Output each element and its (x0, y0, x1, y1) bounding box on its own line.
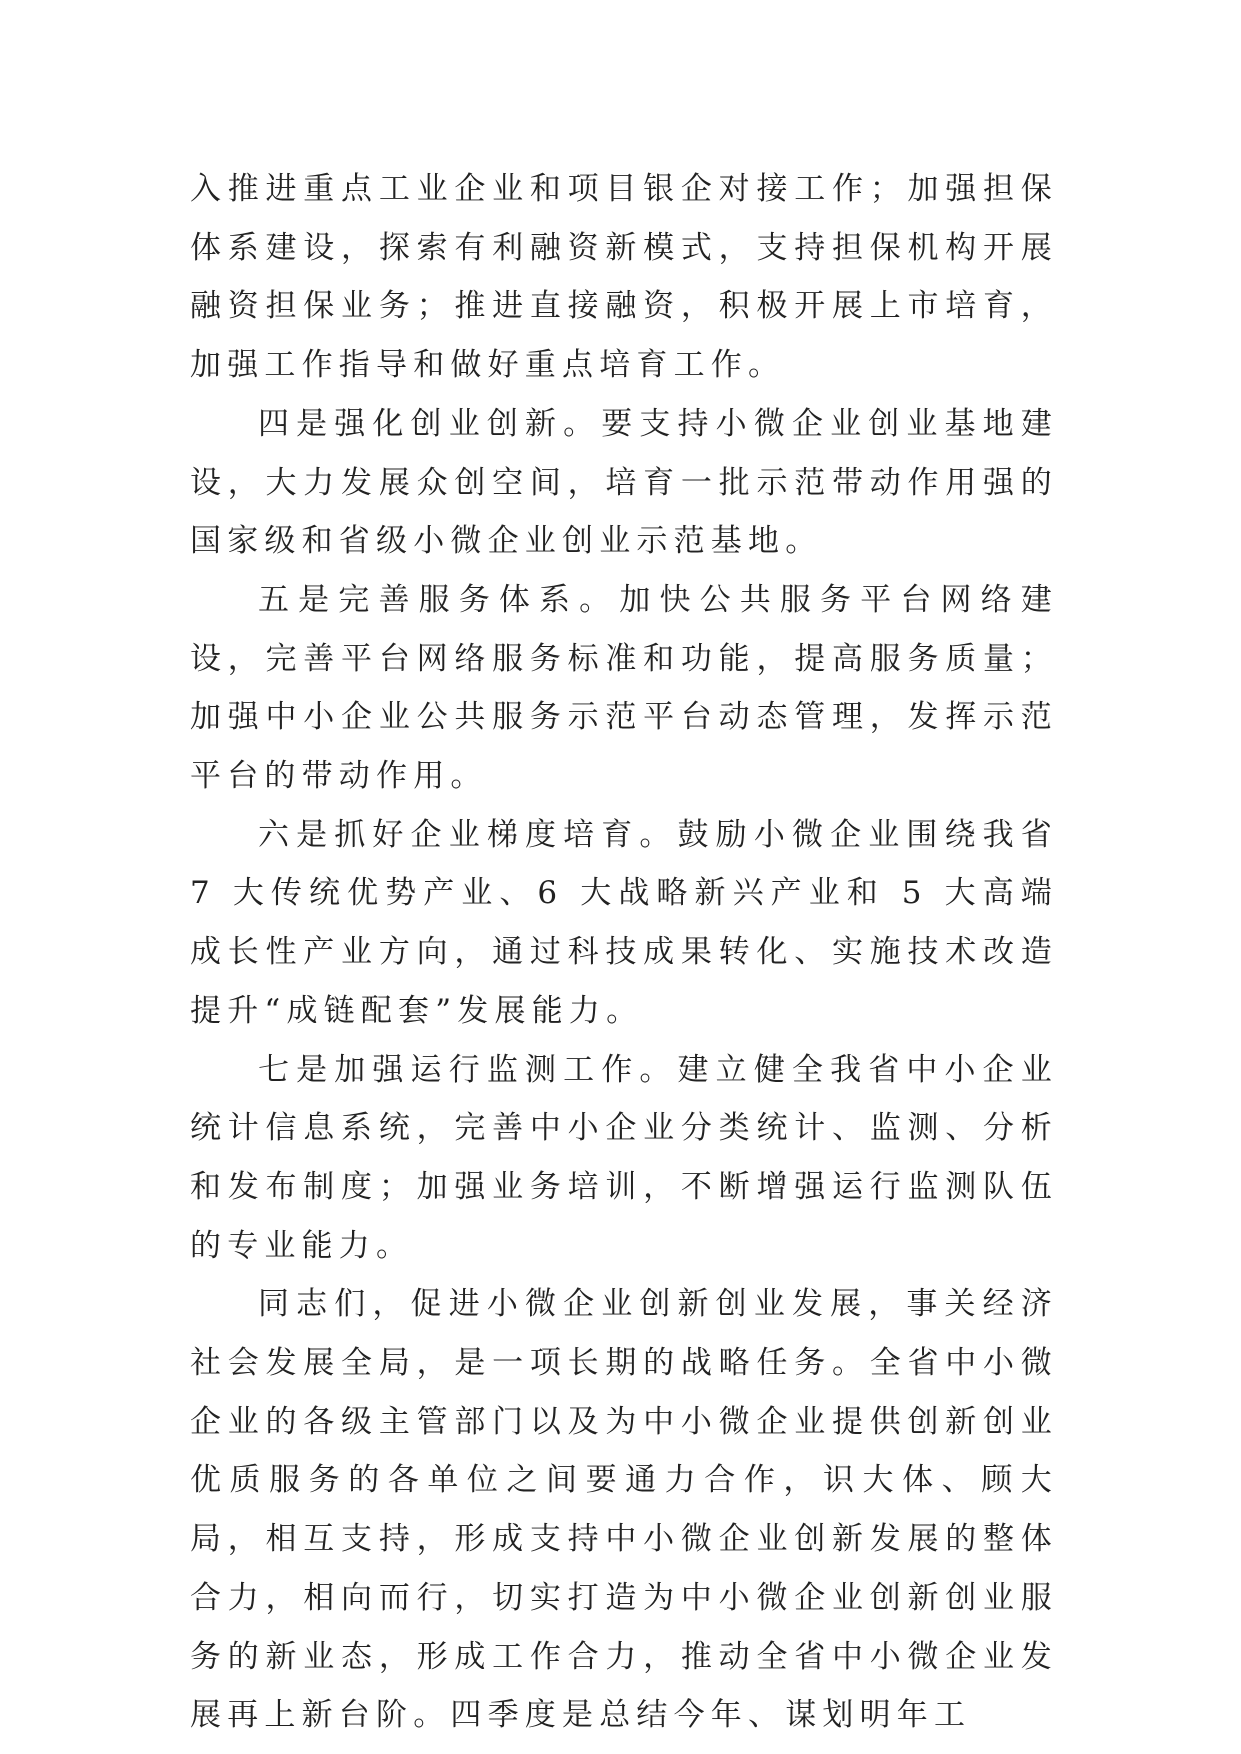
paragraph-point-four: 四是强化创业创新。要支持小微企业创业基地建设，大力发展众创空间，培育一批示范带动作用强的国家级和省级小微企业创业示范基地。 (190, 405, 1058, 560)
paragraph-point-six: 六是抓好企业梯度培育。鼓励小微企业围绕我省 7 大传统优势产业、6 大战略新兴产业和 5 大高端成长性产业方向，通过科技成果转化、实施技术改造提升“成链配套”发展能力。 (190, 816, 1058, 1029)
paragraph-financing-continuation: 入推进重点工业企业和项目银企对接工作；加强担保体系建设，探索有利融资新模式，支持担保机构开展融资担保业务；推进直接融资，积极开展上市培育，加强工作指导和做好重点培育工作。 (190, 171, 1058, 384)
paragraph-closing: 同志们，促进小微企业创新创业发展，事关经济社会发展全局，是一项长期的战略任务。全省中小微企业的各级主管部门以及为中小微企业提供创新创业优质服务的各单位之间要通力合作，识大体、顾大局，相互支持，形成支持中小微企业创新发展的整体合力，相向而行，切实打造为中小微企业创新创业服务的新业态，形成工作合力，推动全省中小微企业发展再上新台阶。四季度是总结今年、谋划明年工 (190, 1286, 1058, 1734)
paragraph-point-five: 五是完善服务体系。加快公共服务平台网络建设，完善平台网络服务标准和功能，提高服务质量；加强中小企业公共服务示范平台动态管理，发挥示范平台的带动作用。 (190, 581, 1058, 795)
document-body (190, 160, 1058, 1745)
paragraph-point-seven: 七是加强运行监测工作。建立健全我省中小企业统计信息系统，完善中小企业分类统计、监测、分析和发布制度；加强业务培训，不断增强运行监测队伍的专业能力。 (190, 1051, 1058, 1264)
